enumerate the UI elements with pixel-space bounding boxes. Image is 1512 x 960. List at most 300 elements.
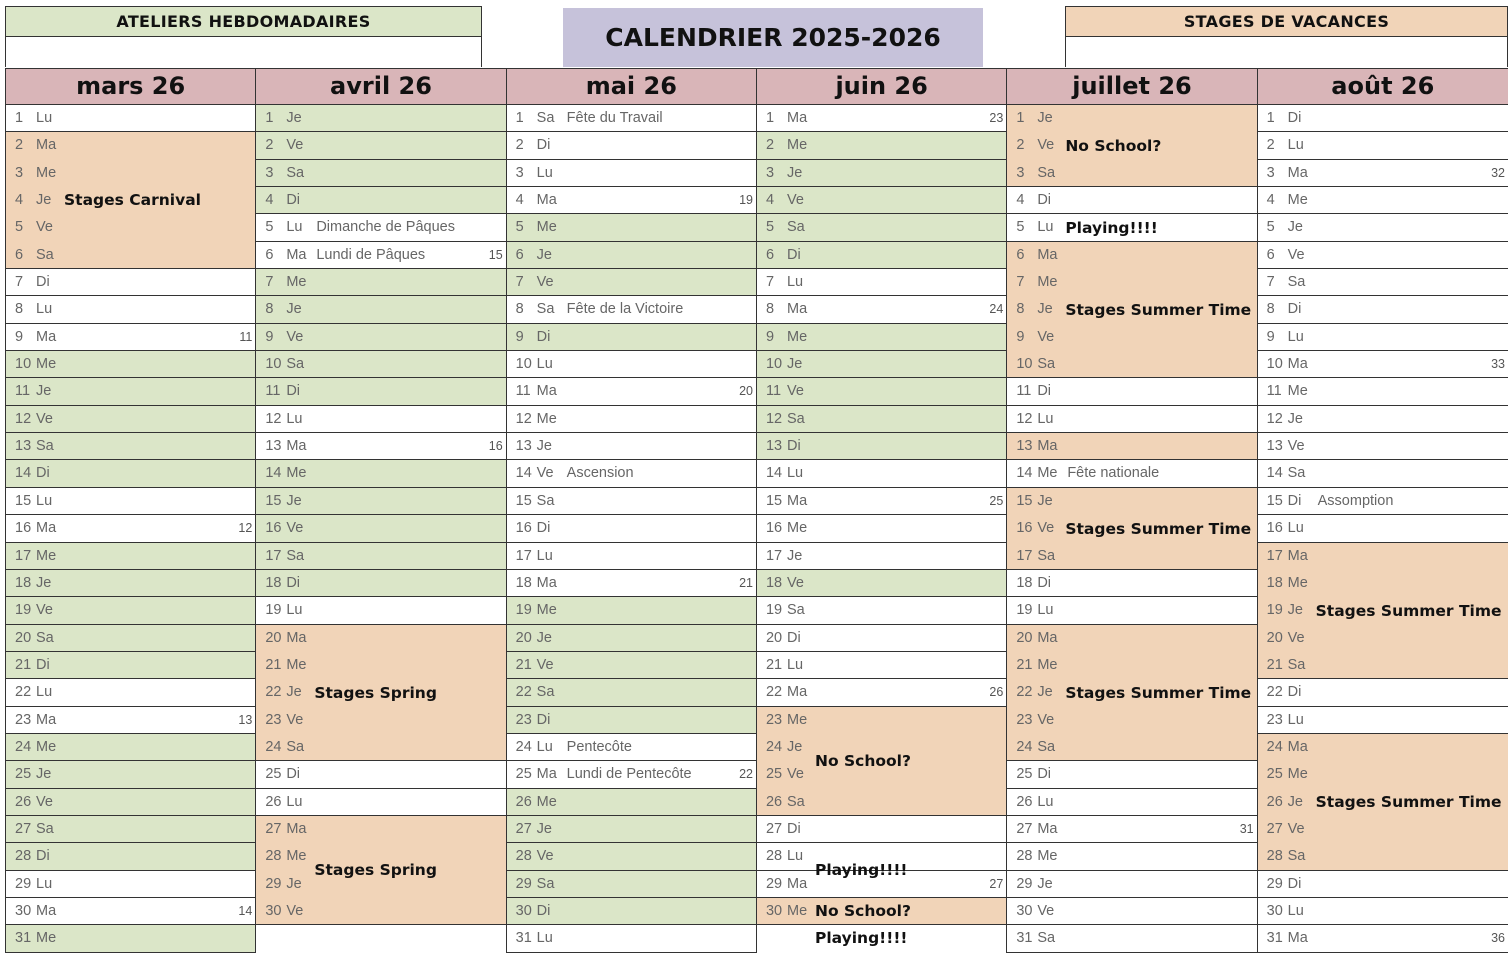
day-number: 6 — [15, 246, 24, 263]
day-row — [6, 296, 255, 323]
day-row — [1258, 378, 1508, 405]
day-row — [757, 105, 1006, 132]
weekday-abbr: Lu — [286, 219, 303, 236]
day-row — [256, 515, 505, 542]
weekday-abbr: Je — [36, 383, 52, 400]
weekday-abbr: Lu — [36, 110, 53, 126]
weekday-abbr: Ve — [1037, 902, 1055, 919]
weekday-abbr: Me — [36, 356, 57, 373]
holiday-label: Lundi de Pâques — [316, 246, 426, 263]
weekday-abbr: Di — [536, 711, 551, 728]
day-number: 3 — [15, 164, 24, 181]
day-row — [1258, 433, 1508, 460]
day-number: 31 — [1016, 930, 1033, 947]
weekday-abbr: Di — [1037, 766, 1052, 783]
day-number: 23 — [1016, 711, 1033, 728]
day-row — [757, 761, 1006, 788]
day-row — [757, 214, 1006, 241]
day-row — [1007, 543, 1256, 570]
weekday-abbr: Ma — [1287, 547, 1308, 564]
day-row — [757, 871, 1006, 898]
weekday-abbr: Je — [1037, 301, 1053, 318]
legend-weekly — [5, 6, 482, 67]
weekday-abbr: Sa — [36, 629, 54, 646]
day-row — [1258, 843, 1508, 870]
weekday-abbr: Me — [36, 930, 57, 947]
day-number: 31 — [1266, 930, 1283, 947]
day-row — [6, 734, 255, 761]
vacation-block-label: Stages Carnival — [64, 191, 201, 210]
day-row — [1258, 296, 1508, 323]
day-number: 15 — [765, 492, 783, 509]
legend-vacation-label: STAGES DE VACANCES — [1066, 7, 1507, 37]
day-row — [507, 707, 756, 734]
day-row — [757, 570, 1006, 597]
weekday-abbr: Ve — [286, 520, 304, 537]
weekday-abbr: Sa — [1037, 164, 1056, 181]
day-row — [507, 433, 756, 460]
day-number: 11 — [1016, 383, 1032, 400]
day-row — [256, 707, 505, 734]
weekday-abbr: Me — [786, 902, 808, 919]
weekday-abbr: Ve — [1287, 629, 1305, 646]
day-row — [6, 543, 255, 570]
day-number: 2 — [265, 137, 274, 154]
day-number: 28 — [265, 848, 282, 865]
weekday-abbr: Sa — [1287, 274, 1306, 291]
weekday-abbr: Me — [536, 219, 557, 236]
vacation-block-label: Stages Summer Time — [1065, 519, 1252, 538]
day-row — [507, 160, 756, 187]
weekday-abbr: Sa — [286, 738, 305, 755]
day-row — [1258, 570, 1508, 597]
weekday-abbr: Je — [1287, 219, 1303, 236]
day-row — [1007, 679, 1256, 706]
day-number: 5 — [1016, 219, 1025, 236]
empty-cell — [757, 925, 1006, 952]
day-row — [507, 570, 756, 597]
day-number: 8 — [1016, 301, 1025, 318]
day-number: 16 — [765, 520, 783, 537]
weekday-abbr: Ma — [786, 875, 808, 892]
week-number: 21 — [739, 575, 753, 590]
day-number: 22 — [15, 684, 32, 701]
weekday-abbr: Je — [786, 356, 803, 373]
day-number: 15 — [1016, 492, 1033, 509]
vacation-block-label: Stages Summer Time — [1065, 300, 1252, 319]
day-number: 17 — [1016, 547, 1033, 564]
day-number: 28 — [515, 848, 532, 865]
day-row — [1258, 925, 1508, 952]
day-row — [1258, 898, 1508, 925]
day-row — [507, 488, 756, 515]
weekday-abbr: Me — [1037, 274, 1058, 291]
week-number: 33 — [1491, 357, 1505, 372]
day-row — [1007, 625, 1256, 652]
day-number: 4 — [515, 192, 524, 209]
day-row — [1007, 570, 1256, 597]
weekday-abbr: Di — [1037, 574, 1052, 591]
day-row — [1007, 296, 1256, 323]
vacation-block-label: No School? Playing!!!! — [814, 751, 911, 880]
month-header: juillet 26 — [1007, 69, 1256, 105]
day-number: 13 — [1266, 438, 1283, 455]
day-row — [757, 242, 1006, 269]
day-row — [1007, 406, 1256, 433]
weekday-abbr: Di — [536, 520, 551, 537]
day-number: 3 — [515, 164, 524, 181]
weekday-abbr: Je — [536, 629, 552, 646]
day-number: 24 — [515, 738, 532, 755]
week-number: 19 — [739, 193, 753, 208]
weekday-abbr: Me — [786, 328, 808, 345]
holiday-label: Fête du Travail — [566, 110, 663, 126]
day-row — [507, 789, 756, 816]
weekday-abbr: Je — [36, 766, 52, 783]
day-number: 21 — [1266, 656, 1283, 673]
day-row — [6, 816, 255, 843]
weekday-abbr: Me — [1287, 383, 1308, 400]
day-number: 29 — [765, 875, 783, 892]
day-number: 12 — [1266, 410, 1283, 427]
day-number: 15 — [265, 492, 282, 509]
day-number: 9 — [1016, 328, 1025, 345]
day-number: 12 — [15, 410, 32, 427]
day-number: 16 — [15, 520, 32, 537]
weekday-abbr: Sa — [786, 219, 805, 236]
day-number: 28 — [765, 848, 783, 865]
day-number: 12 — [265, 410, 282, 427]
weekday-abbr: Ma — [536, 574, 557, 591]
day-row — [6, 160, 255, 187]
legend-weekly-box — [6, 37, 481, 67]
weekday-abbr: Me — [536, 602, 557, 619]
weekday-abbr: Lu — [786, 656, 804, 673]
weekday-abbr: Me — [1287, 574, 1308, 591]
day-row — [1007, 843, 1256, 870]
day-number: 31 — [515, 930, 532, 947]
day-row — [507, 871, 756, 898]
day-row — [1258, 789, 1508, 816]
weekday-abbr: Je — [36, 574, 52, 591]
weekday-abbr: Me — [1037, 465, 1058, 482]
day-row — [1258, 187, 1508, 214]
day-row — [1007, 707, 1256, 734]
day-row — [757, 296, 1006, 323]
day-number: 21 — [515, 656, 532, 673]
weekday-abbr: Lu — [536, 930, 553, 947]
holiday-label: Fête de la Victoire — [566, 301, 684, 318]
day-row — [1258, 351, 1508, 378]
day-number: 3 — [765, 164, 775, 181]
weekday-abbr: Lu — [536, 738, 553, 755]
day-number: 20 — [15, 629, 32, 646]
week-number: 36 — [1491, 931, 1505, 946]
vacation-block-label: Stages Summer Time — [1065, 683, 1252, 702]
day-row — [1007, 925, 1256, 952]
day-row — [6, 187, 255, 214]
week-number: 24 — [989, 302, 1004, 317]
day-row — [1258, 652, 1508, 679]
day-row — [1258, 132, 1508, 159]
weekday-abbr: Sa — [536, 492, 555, 509]
day-row — [256, 406, 505, 433]
day-row — [6, 761, 255, 788]
weekday-abbr: Sa — [1287, 656, 1306, 673]
weekday-abbr: Sa — [536, 875, 555, 892]
day-number: 28 — [1016, 848, 1033, 865]
day-row — [507, 597, 756, 624]
day-row — [6, 652, 255, 679]
week-number: 16 — [488, 439, 503, 454]
weekday-abbr: Lu — [786, 274, 804, 291]
day-row — [256, 898, 505, 925]
day-number: 23 — [765, 711, 783, 728]
weekday-abbr: Di — [536, 137, 551, 154]
day-row — [1007, 378, 1256, 405]
weekday-abbr: Ma — [1287, 738, 1308, 755]
day-number: 14 — [1266, 465, 1283, 482]
day-row — [757, 789, 1006, 816]
day-number: 12 — [1016, 410, 1033, 427]
day-number: 20 — [1266, 629, 1283, 646]
day-row — [757, 460, 1006, 487]
day-number: 28 — [15, 848, 32, 865]
day-number: 13 — [515, 438, 532, 455]
weekday-abbr: Sa — [1037, 738, 1056, 755]
weekday-abbr: Je — [536, 246, 552, 263]
day-number: 26 — [1016, 793, 1033, 810]
weekday-abbr: Ma — [36, 711, 57, 728]
weekday-abbr: Sa — [786, 602, 805, 619]
weekday-abbr: Me — [286, 274, 307, 291]
weekday-abbr: Lu — [1287, 711, 1304, 728]
day-number: 5 — [765, 219, 775, 236]
day-row — [757, 843, 1006, 870]
day-row — [1007, 433, 1256, 460]
weekday-abbr: Je — [36, 192, 52, 209]
weekday-abbr: Me — [1037, 656, 1058, 673]
day-number: 29 — [1266, 875, 1283, 892]
day-row — [757, 187, 1006, 214]
weekday-abbr: Ve — [1037, 711, 1055, 728]
calendar-grid — [5, 68, 1508, 953]
day-row — [1007, 898, 1256, 925]
day-number: 19 — [1016, 602, 1033, 619]
week-number: 23 — [989, 111, 1004, 125]
day-row — [6, 269, 255, 296]
day-row — [256, 214, 505, 241]
weekday-abbr: Di — [1037, 383, 1052, 400]
day-number: 27 — [1266, 820, 1283, 837]
day-row — [507, 625, 756, 652]
day-row — [1007, 187, 1256, 214]
weekday-abbr: Je — [286, 684, 302, 701]
week-number: 25 — [989, 493, 1004, 508]
weekday-abbr: Ve — [1037, 137, 1055, 154]
vacation-block-label: Stages Spring — [314, 861, 437, 880]
weekday-abbr: Di — [1037, 192, 1052, 209]
day-number: 26 — [15, 793, 32, 810]
day-number: 18 — [265, 574, 282, 591]
day-number: 26 — [265, 793, 282, 810]
day-number: 25 — [515, 766, 532, 783]
day-row — [1258, 160, 1508, 187]
day-number: 11 — [765, 383, 782, 400]
day-number: 17 — [765, 547, 783, 564]
weekday-abbr: Ve — [36, 602, 53, 619]
day-number: 19 — [515, 602, 532, 619]
weekday-abbr: Lu — [1037, 410, 1054, 427]
weekday-abbr: Lu — [1287, 137, 1304, 154]
day-number: 6 — [1016, 246, 1025, 263]
day-row — [256, 324, 505, 351]
weekday-abbr: Ve — [1287, 246, 1305, 263]
day-row — [6, 406, 255, 433]
weekday-abbr: Ma — [786, 492, 808, 509]
day-row — [256, 296, 505, 323]
day-row — [1007, 132, 1256, 159]
weekday-abbr: Ma — [36, 902, 57, 919]
day-number: 25 — [1266, 766, 1283, 783]
day-number: 5 — [15, 219, 24, 236]
weekday-abbr: Lu — [36, 875, 53, 892]
day-row — [6, 515, 255, 542]
day-row — [507, 105, 756, 132]
holiday-label: Ascension — [566, 465, 634, 482]
weekday-abbr: Di — [1287, 875, 1302, 892]
day-row — [6, 925, 255, 952]
day-number: 1 — [15, 110, 24, 126]
day-number: 10 — [1266, 356, 1283, 373]
week-number: 14 — [238, 903, 253, 918]
day-row — [256, 789, 505, 816]
day-number: 1 — [515, 110, 524, 126]
day-number: 13 — [1016, 438, 1033, 455]
weekday-abbr: Di — [1287, 492, 1302, 509]
day-row — [1007, 351, 1256, 378]
weekday-abbr: Lu — [1287, 902, 1304, 919]
day-number: 9 — [1266, 328, 1275, 345]
day-number: 14 — [15, 465, 32, 482]
day-row — [507, 543, 756, 570]
day-number: 29 — [1016, 875, 1033, 892]
day-number: 25 — [765, 766, 783, 783]
month-column — [757, 69, 1007, 953]
day-row — [507, 925, 756, 952]
weekday-abbr: Ma — [786, 301, 808, 318]
weekday-abbr: Di — [786, 820, 801, 837]
day-row — [1007, 652, 1256, 679]
day-row — [1258, 324, 1508, 351]
day-row — [256, 488, 505, 515]
day-number: 8 — [1266, 301, 1275, 318]
weekday-abbr: Di — [36, 274, 50, 291]
weekday-abbr: Di — [286, 574, 301, 591]
weekday-abbr: Sa — [286, 547, 305, 564]
day-number: 11 — [515, 383, 531, 400]
day-row — [256, 187, 505, 214]
day-number: 7 — [515, 274, 524, 291]
day-number: 9 — [265, 328, 274, 345]
day-number: 17 — [265, 547, 282, 564]
day-row — [6, 242, 255, 269]
day-row — [507, 652, 756, 679]
weekday-abbr: Sa — [536, 684, 555, 701]
day-number: 23 — [1266, 711, 1283, 728]
weekday-abbr: Me — [36, 164, 57, 181]
month-header: juin 26 — [757, 69, 1006, 105]
weekday-abbr: Sa — [1287, 465, 1306, 482]
weekday-abbr: Ve — [286, 902, 304, 919]
weekday-abbr: Di — [1287, 684, 1302, 701]
weekday-abbr: Lu — [786, 848, 804, 865]
day-number: 29 — [515, 875, 532, 892]
weekday-abbr: Je — [786, 164, 803, 181]
weekday-abbr: Je — [1037, 875, 1053, 892]
day-row — [757, 433, 1006, 460]
day-number: 19 — [265, 602, 282, 619]
day-number: 18 — [1016, 574, 1033, 591]
day-row — [757, 406, 1006, 433]
day-row — [256, 871, 505, 898]
weekday-abbr: Lu — [1287, 328, 1304, 345]
month-column — [1007, 69, 1257, 953]
day-number: 2 — [765, 137, 775, 154]
day-number: 17 — [1266, 547, 1283, 564]
weekday-abbr: Lu — [1037, 602, 1054, 619]
day-row — [1258, 406, 1508, 433]
week-number: 27 — [989, 876, 1004, 891]
weekday-abbr: Ve — [536, 465, 554, 482]
weekday-abbr: Ma — [786, 110, 808, 126]
day-row — [757, 898, 1006, 948]
day-number: 30 — [265, 902, 282, 919]
month-header: mars 26 — [6, 69, 255, 105]
day-number: 1 — [1016, 110, 1025, 126]
day-row — [757, 652, 1006, 679]
week-number: 15 — [488, 247, 503, 262]
week-number: 11 — [239, 329, 253, 344]
weekday-abbr: Me — [286, 656, 307, 673]
day-row — [1258, 488, 1508, 515]
day-row — [507, 187, 756, 214]
day-number: 26 — [765, 793, 783, 810]
legend-vacation-box — [1066, 37, 1507, 67]
weekday-abbr: Je — [286, 492, 302, 509]
weekday-abbr: Sa — [536, 301, 555, 318]
day-number: 15 — [15, 492, 32, 509]
day-row — [6, 105, 255, 132]
day-number: 20 — [515, 629, 532, 646]
day-number: 22 — [265, 684, 282, 701]
day-number: 23 — [265, 711, 282, 728]
day-row — [1007, 460, 1256, 487]
day-number: 22 — [515, 684, 532, 701]
month-header: août 26 — [1258, 69, 1508, 105]
weekday-abbr: Ve — [1287, 438, 1305, 455]
weekday-abbr: Je — [536, 438, 552, 455]
weekday-abbr: Ma — [536, 383, 557, 400]
weekday-abbr: Lu — [536, 547, 553, 564]
day-number: 5 — [515, 219, 524, 236]
weekday-abbr: Lu — [786, 465, 804, 482]
empty-cell — [256, 925, 505, 952]
day-number: 20 — [265, 629, 282, 646]
day-number: 26 — [1266, 793, 1283, 810]
day-number: 4 — [15, 192, 24, 209]
day-row — [1007, 242, 1256, 269]
